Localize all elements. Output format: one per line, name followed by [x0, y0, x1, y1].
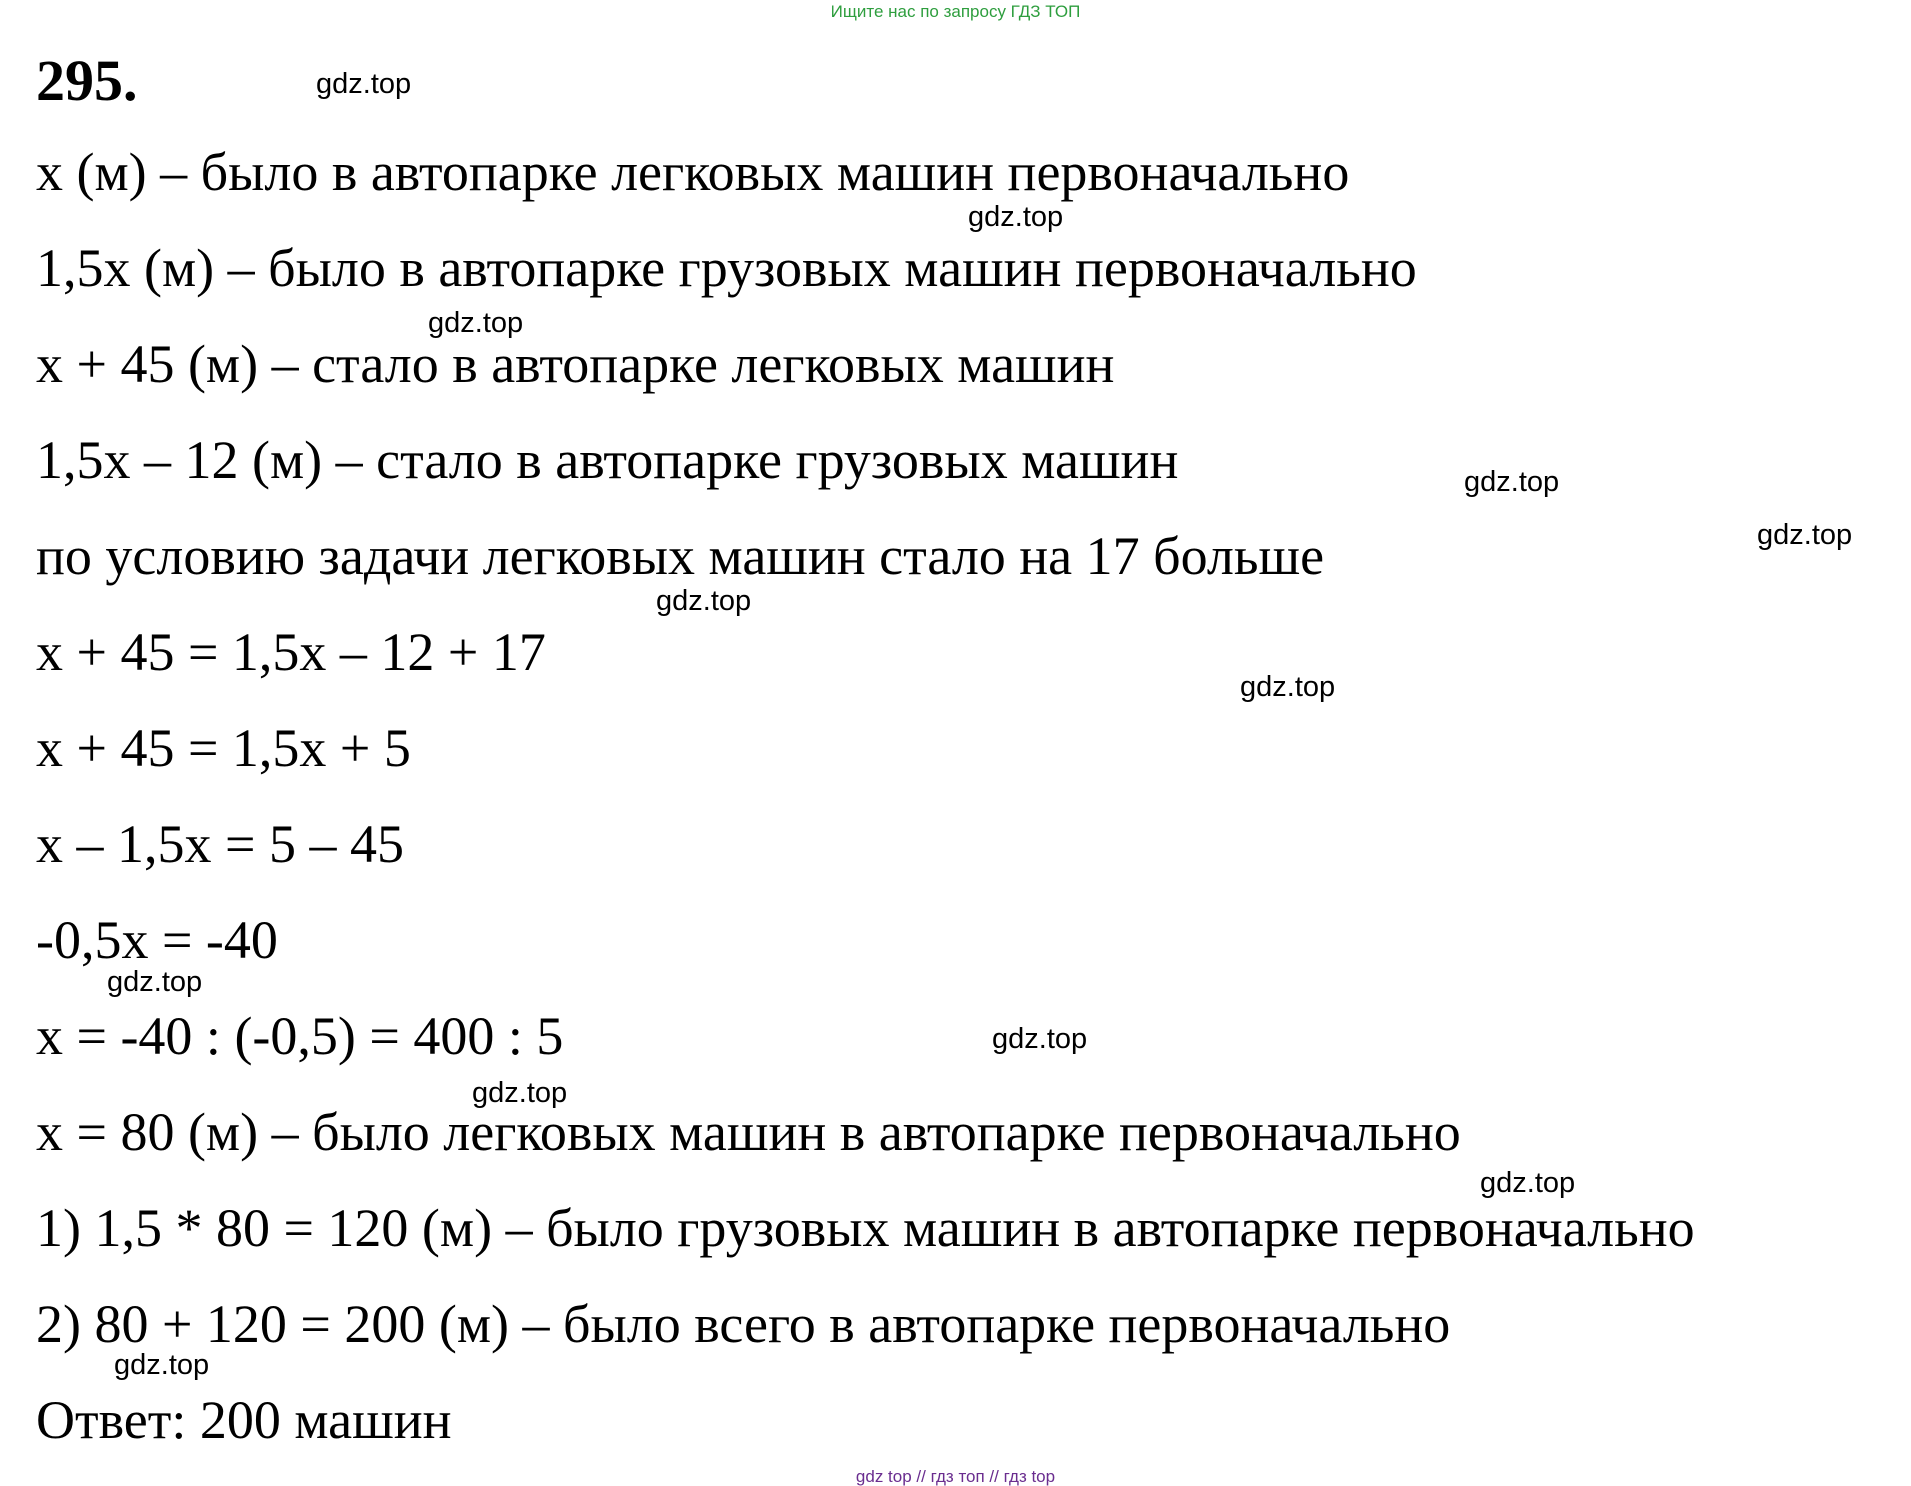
- solution-line-11: x = 80 (м) – было легковых машин в автопарке первоначально: [36, 1102, 1461, 1162]
- solution-line-13: 2) 80 + 120 = 200 (м) – было всего в автопарке первоначально: [36, 1294, 1451, 1354]
- watermark: gdz.top: [107, 966, 203, 998]
- watermark: gdz.top: [472, 1077, 568, 1109]
- watermark: gdz.top: [428, 307, 524, 339]
- watermark: gdz.top: [1464, 466, 1560, 498]
- watermark: gdz.top: [656, 585, 752, 617]
- solution-line-4: 1,5x – 12 (м) – стало в автопарке грузовых машин: [36, 430, 1179, 490]
- solution-line-9: -0,5x = -40: [36, 910, 278, 970]
- watermark: gdz.top: [1240, 671, 1336, 703]
- solution-line-10: x = -40 : (-0,5) = 400 : 5: [36, 1006, 564, 1066]
- solution-line-2: 1,5x (м) – было в автопарке грузовых машин первоначально: [36, 238, 1417, 298]
- solution-line-6: x + 45 = 1,5x – 12 + 17: [36, 622, 546, 682]
- solution-line-12: 1) 1,5 * 80 = 120 (м) – было грузовых машин в автопарке первоначально: [36, 1198, 1695, 1258]
- watermark: gdz.top: [992, 1023, 1088, 1055]
- watermark: gdz.top: [114, 1349, 210, 1381]
- solution-line-7: x + 45 = 1,5x + 5: [36, 718, 411, 778]
- top-banner: Ищите нас по запросу ГДЗ ТОП: [830, 2, 1081, 21]
- answer-line: Ответ: 200 машин: [36, 1390, 452, 1450]
- watermark: gdz.top: [316, 68, 412, 100]
- footer-links: gdz top // гдз топ // гдз top: [855, 1467, 1056, 1486]
- solution-line-5: по условию задачи легковых машин стало на 17 больше: [36, 526, 1325, 586]
- watermark: gdz.top: [968, 201, 1064, 233]
- solution-line-3: x + 45 (м) – стало в автопарке легковых машин: [36, 334, 1115, 394]
- solution-line-1: x (м) – было в автопарке легковых машин первоначально: [36, 142, 1350, 202]
- solution-line-8: x – 1,5x = 5 – 45: [36, 814, 404, 874]
- watermark: gdz.top: [1757, 519, 1853, 551]
- watermark: gdz.top: [1480, 1167, 1576, 1199]
- problem-number: 295.: [36, 48, 138, 113]
